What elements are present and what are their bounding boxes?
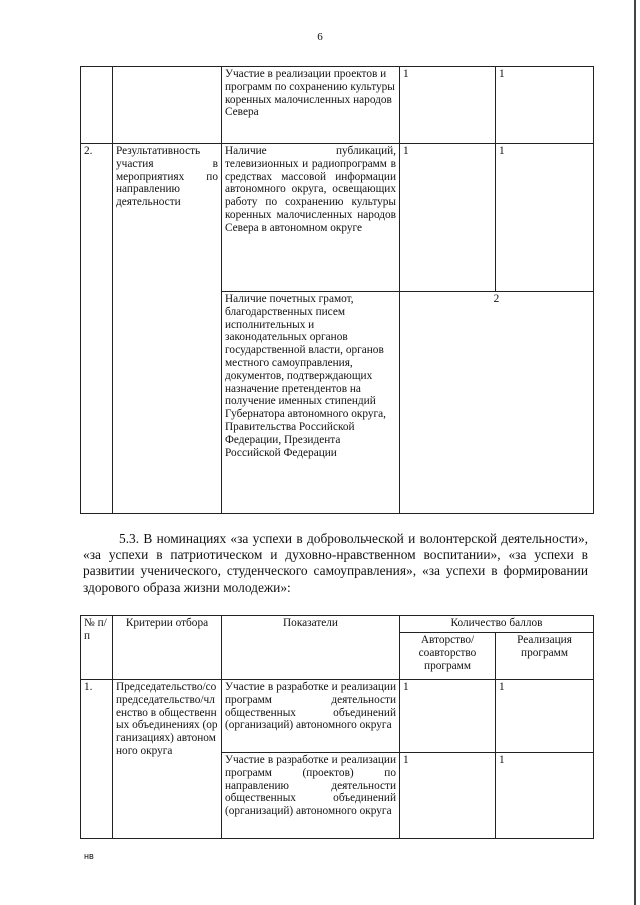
- row-number: 2.: [81, 144, 113, 514]
- indicator-cell: Участие в разработке и реализации программ (проектов) по направлению деятельности общественных объединений (организаций) автономного округа: [222, 753, 400, 839]
- row-number: 1.: [81, 680, 113, 839]
- footer-mark: нв: [84, 851, 94, 861]
- table-row: [81, 144, 594, 292]
- criteria-table-continued: [80, 66, 594, 514]
- scan-edge-line: [634, 0, 636, 905]
- table-header-row: [81, 616, 594, 633]
- header-implementation: Реализация программ: [496, 633, 594, 680]
- score-implementation: 1: [496, 67, 594, 144]
- header-authorship: Авторство/соавторство программ: [400, 633, 496, 680]
- table-row: [81, 67, 594, 144]
- criterion-cell: [113, 67, 222, 144]
- header-number: № п/п: [81, 616, 113, 680]
- header-indicators: Показатели: [222, 616, 400, 680]
- criterion-cell: Результативность участия в мероприятиях по направлению деятельности: [113, 144, 222, 514]
- score-authorship: 1: [400, 753, 496, 839]
- header-criteria: Критерии отбора: [113, 616, 222, 680]
- row-number: [81, 67, 113, 144]
- indicator-cell: Наличие почетных грамот, благодарственных писем исполнительных и законодательных органов государственной власти, органов местного самоуправления, документов, подтверждающих назначение претендентов на получение именных стипендий Губернатора автономного округа, Правительства Российской Федерации, Президента Российской Федерации: [222, 292, 400, 514]
- score-implementation: 1: [496, 680, 594, 753]
- score-implementation: 1: [496, 144, 594, 292]
- criterion-cell: Председательство/сопредседательство/членство в общественных объединениях (организациях) автономного округа: [113, 680, 222, 839]
- header-scores: Количество баллов: [400, 616, 594, 633]
- nominations-criteria-table: [80, 615, 594, 839]
- page-number: 6: [317, 31, 323, 43]
- table-row: [81, 680, 594, 753]
- indicator-cell: Участие в реализации проектов и программ по сохранению культуры коренных малочисленных народов Севера: [222, 67, 400, 144]
- score-authorship: 1: [400, 67, 496, 144]
- indicator-cell: Участие в разработке и реализации программ деятельности общественных объединений (организаций) автономного округа: [222, 680, 400, 753]
- score-authorship: 1: [400, 144, 496, 292]
- section-5-3-paragraph: 5.3. В номинациях «за успехи в добровольческой и волонтерской деятельности», «за успехи в патриотическом и духовно-нравственном воспитании», «за успехи в развитии ученического, студенческого самоуправления», «за успехи в формировании здорового образа жизни молодежи»:: [83, 531, 588, 595]
- indicator-cell: Наличие публикаций, телевизионных и радиопрограмм в средствах массовой информации автономного округа, освещающих работу по сохранению культуры коренных малочисленных народов Севера в автономном округе: [222, 144, 400, 292]
- score-implementation: 1: [496, 753, 594, 839]
- score-merged: 2: [400, 292, 594, 514]
- score-authorship: 1: [400, 680, 496, 753]
